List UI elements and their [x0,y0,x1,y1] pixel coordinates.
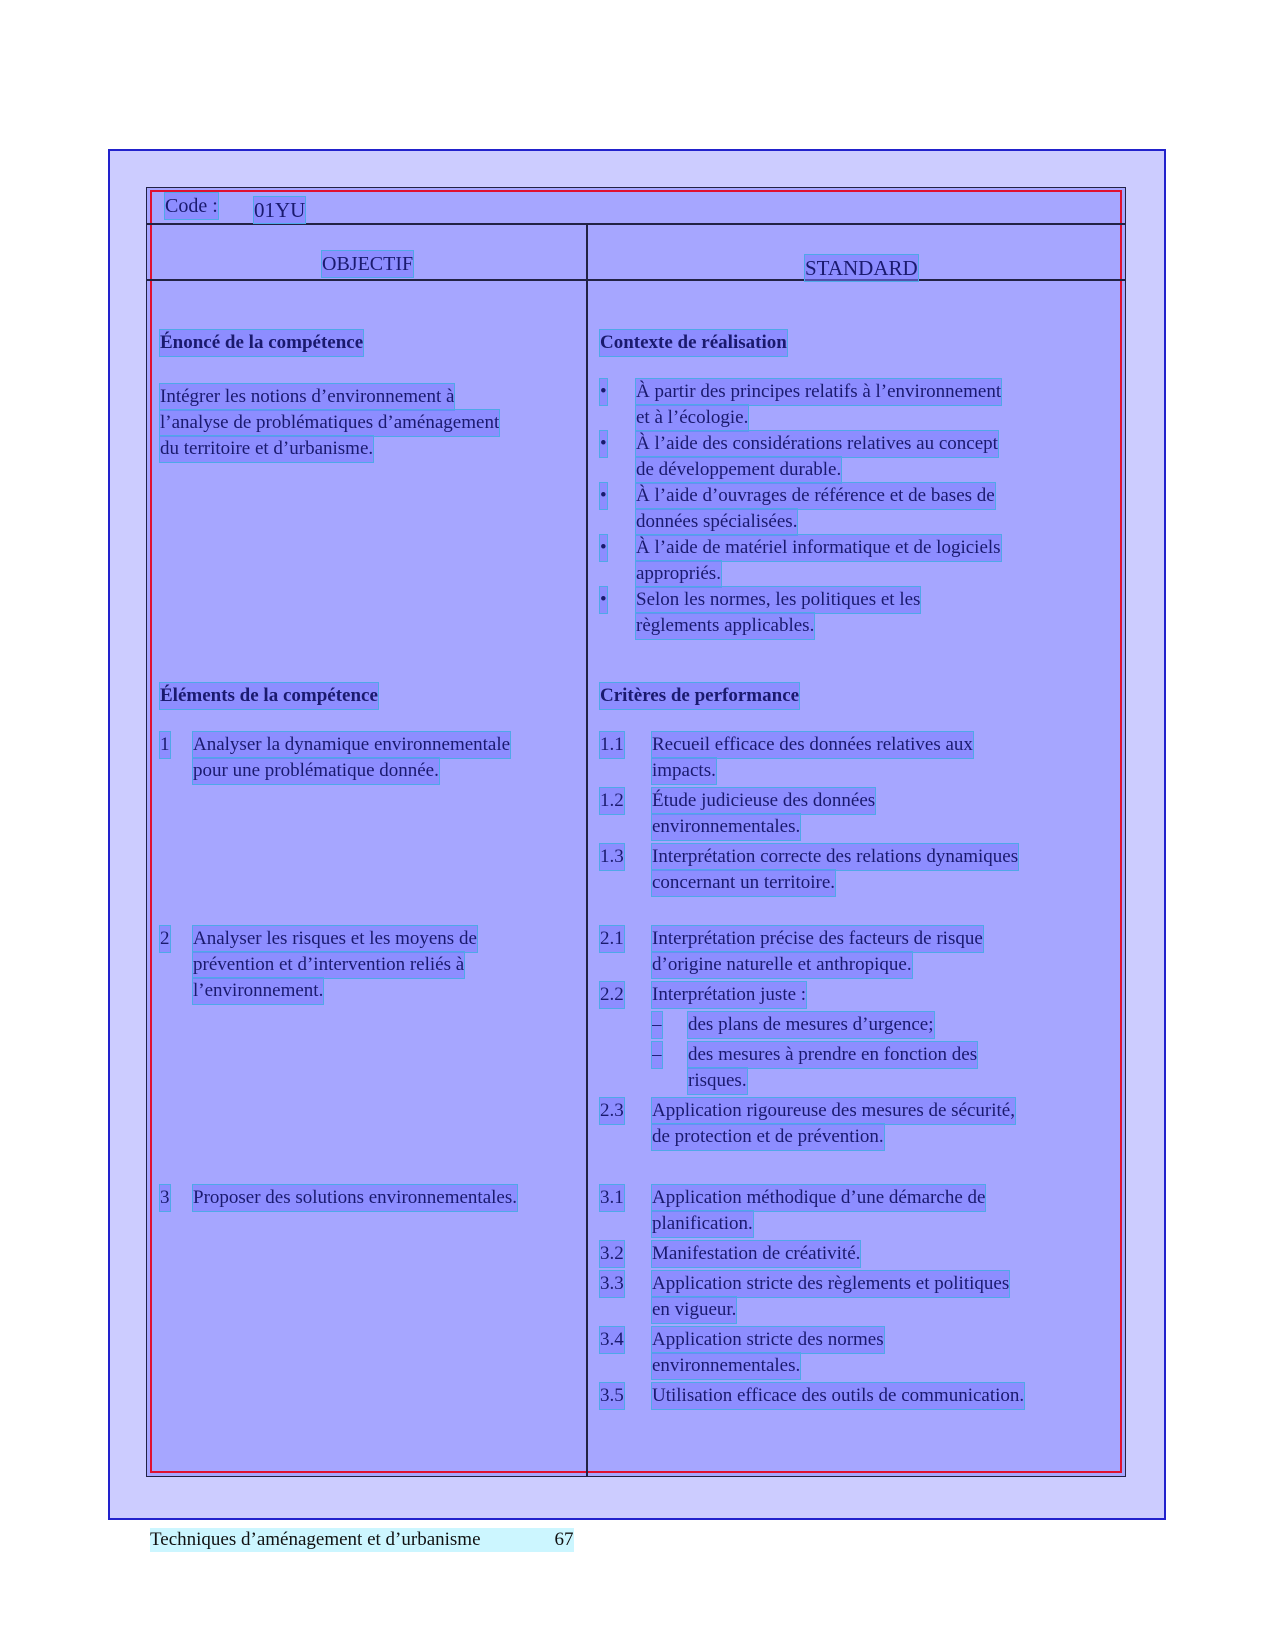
critere-line: Étude judicieuse des données [652,788,875,814]
footer-page-number: 67 [554,1529,574,1550]
critere-line: impacts. [652,758,716,784]
enonce-line: l’analyse de problématiques d’aménagement [160,410,499,436]
dash-icon: – [652,1012,662,1038]
contexte-line: À l’aide de matériel informatique et de logiciels [636,535,1001,561]
critere-line: Recueil efficace des données relatives aux [652,732,973,758]
contexte-title: Contexte de réalisation [600,330,787,356]
critere-line: Application méthodique d’une démarche de [652,1185,985,1211]
bullet-icon: • [600,431,607,457]
code-label: Code : [165,195,218,217]
critere-line: Interprétation correcte des relations dynamiques [652,844,1018,870]
element-number: 3 [160,1185,170,1211]
contexte-line: règlements applicables. [636,613,814,639]
critere-number: 3.4 [600,1327,624,1353]
critere-line: environnementales. [652,1353,800,1379]
element-line: Proposer des solutions environnementales. [193,1185,517,1211]
critere-sub-line: des mesures à prendre en fonction des [688,1042,977,1068]
critere-number: 1.2 [600,788,624,814]
critere-number: 3.3 [600,1271,624,1297]
standard-heading: STANDARD [805,256,918,280]
contexte-line: Selon les normes, les politiques et les [636,587,920,613]
critere-line: en vigueur. [652,1297,736,1323]
elements-title: Éléments de la compétence [160,683,378,709]
critere-number: 3.2 [600,1241,624,1267]
critere-line: Application rigoureuse des mesures de sécurité, [652,1098,1015,1124]
critere-number: 3.1 [600,1185,624,1211]
critere-number: 1.1 [600,732,624,758]
contexte-line: de développement durable. [636,457,841,483]
critere-number: 2.2 [600,982,624,1008]
critere-line: Manifestation de créativité. [652,1241,860,1267]
objectif-heading: OBJECTIF [322,253,414,275]
column-head-divider [146,279,1126,281]
enonce-line: du territoire et d’urbanisme. [160,436,373,462]
bullet-icon: • [600,587,607,613]
critere-sub-line: risques. [688,1068,747,1094]
critere-line: de protection et de prévention. [652,1124,884,1150]
contexte-line: et à l’écologie. [636,405,748,431]
critere-number: 2.1 [600,926,624,952]
bullet-icon: • [600,379,607,405]
code-value: 01YU [254,198,306,222]
element-number: 1 [160,732,170,758]
element-line: l’environnement. [193,978,323,1004]
enonce-title: Énoncé de la compétence [160,330,363,356]
critere-line: Utilisation efficace des outils de communication. [652,1383,1024,1409]
critere-line: Interprétation précise des facteurs de risque [652,926,983,952]
critere-line: Application stricte des règlements et politiques [652,1271,1009,1297]
critere-number: 1.3 [600,844,624,870]
contexte-line: appropriés. [636,561,721,587]
page-footer [150,1528,574,1552]
column-divider [586,223,588,1477]
bullet-icon: • [600,535,607,561]
critere-number: 3.5 [600,1383,624,1409]
critere-line: environnementales. [652,814,800,840]
contexte-line: À l’aide d’ouvrages de référence et de bases de [636,483,995,509]
element-line: Analyser les risques et les moyens de [193,926,477,952]
contexte-line: À partir des principes relatifs à l’environnement [636,379,1001,405]
element-line: pour une problématique donnée. [193,758,439,784]
critere-line: d’origine naturelle et anthropique. [652,952,912,978]
critere-number: 2.3 [600,1098,624,1124]
element-line: Analyser la dynamique environnementale [193,732,510,758]
critere-line: planification. [652,1211,753,1237]
bullet-icon: • [600,483,607,509]
footer-program: Techniques d’aménagement et d’urbanisme [150,1529,481,1550]
header-divider [146,223,1126,225]
element-number: 2 [160,926,170,952]
criteres-title: Critères de performance [600,683,799,709]
critere-sub-line: des plans de mesures d’urgence; [688,1012,934,1038]
enonce-line: Intégrer les notions d’environnement à [160,384,454,410]
contexte-line: données spécialisées. [636,509,797,535]
critere-line: concernant un territoire. [652,870,835,896]
contexte-line: À l’aide des considérations relatives au concept [636,431,998,457]
critere-line: Interprétation juste : [652,982,806,1008]
element-line: prévention et d’intervention reliés à [193,952,464,978]
dash-icon: – [652,1042,662,1068]
critere-line: Application stricte des normes [652,1327,884,1353]
